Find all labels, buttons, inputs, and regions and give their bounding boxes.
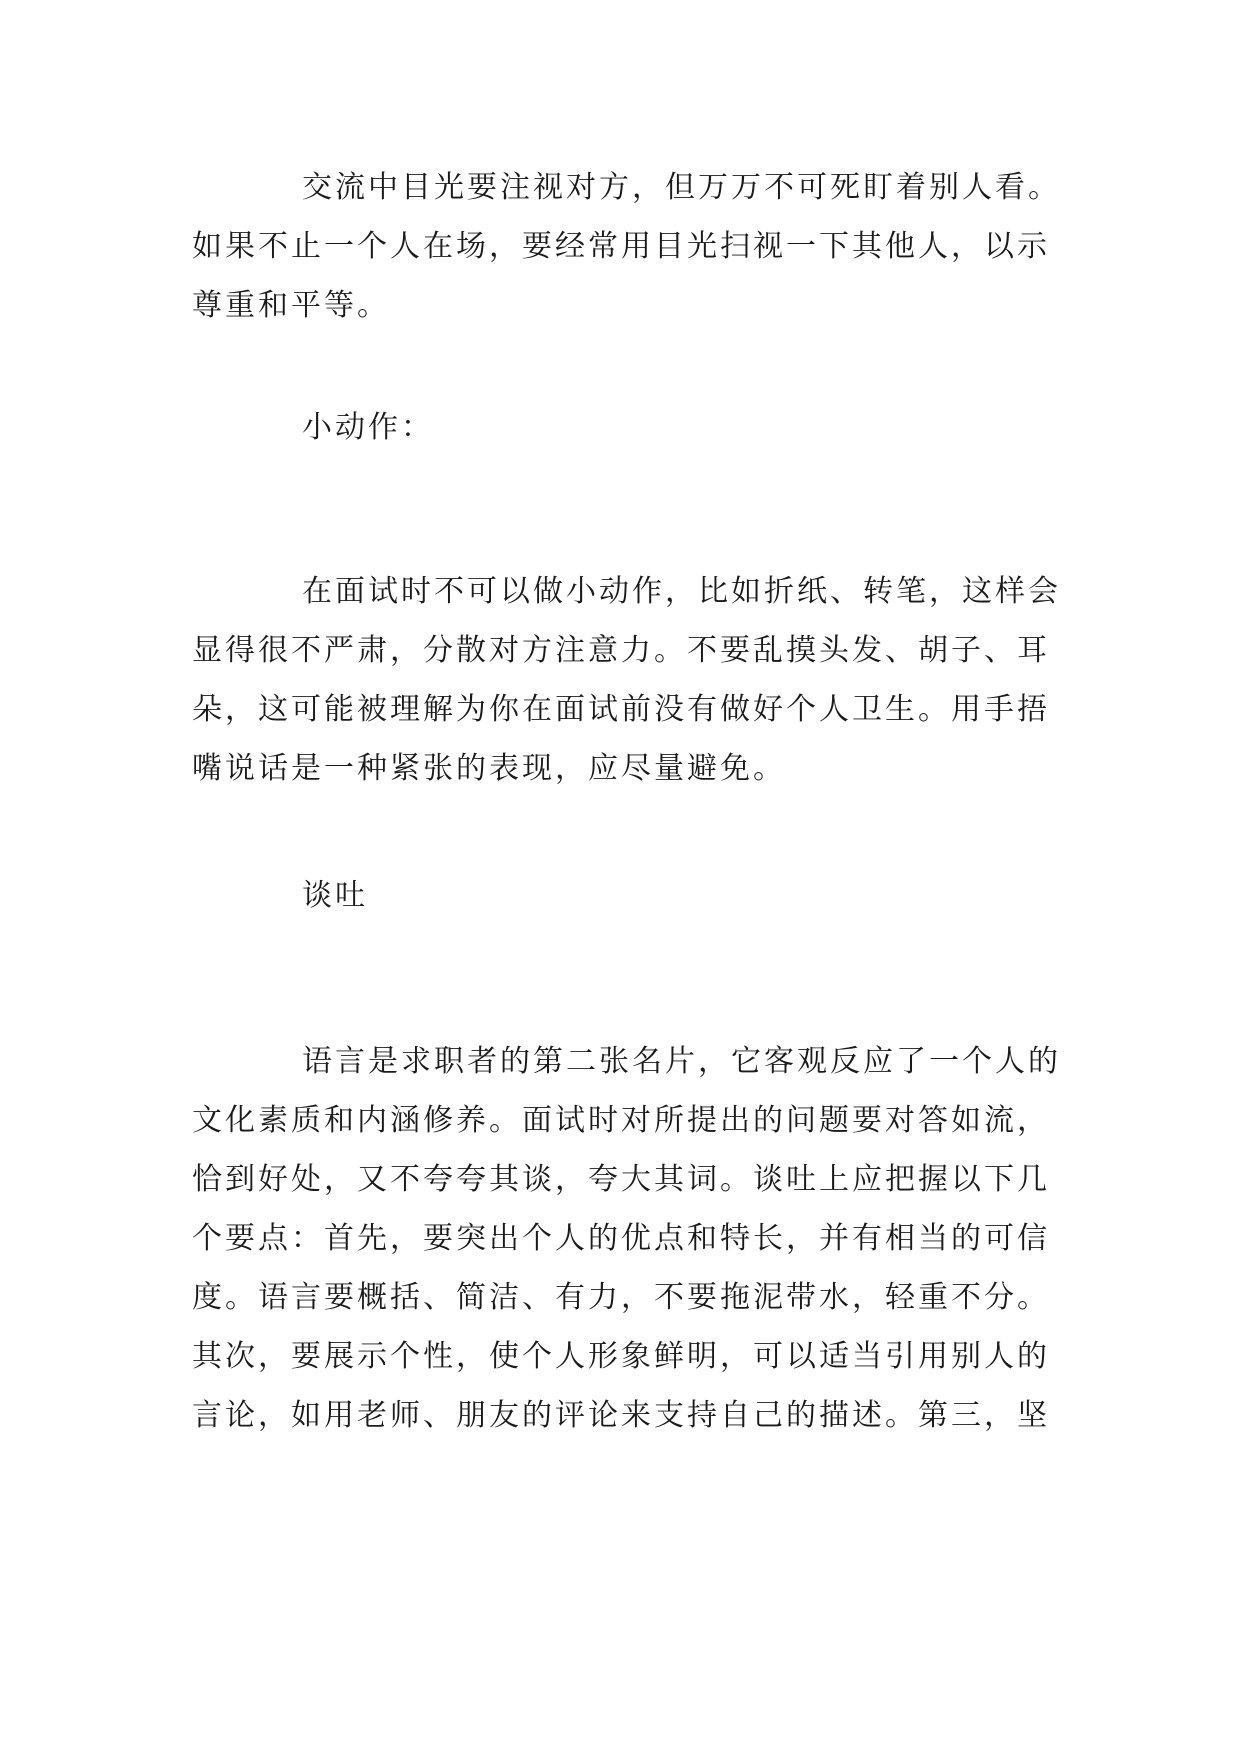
paragraph-line: 言论，如用老师、朋友的评论来支持自己的描述。第三，坚 [192, 1398, 1050, 1433]
paragraph-line: 在面试时不可以做小动作，比如折纸、转笔，这样会 [302, 574, 1061, 609]
paragraph-small-gestures [192, 562, 1061, 798]
paragraph-line: 恰到好处，又不夸夸其谈，夸大其词。谈吐上应把握以下几 [192, 1162, 1050, 1197]
paragraph-line: 尊重和平等。 [192, 288, 390, 323]
section-heading-small-gestures: 小动作： [302, 410, 434, 445]
paragraph-line: 其次，要展示个性，使个人形象鲜明，可以适当引用别人的 [192, 1339, 1050, 1374]
paragraph-line: 显得很不严肃，分散对方注意力。不要乱摸头发、胡子、耳 [192, 633, 1050, 668]
paragraph-line: 朵，这可能被理解为你在面试前没有做好个人卫生。用手捂 [192, 692, 1050, 727]
paragraph-line: 语言是求职者的第二张名片，它客观反应了一个人的 [302, 1044, 1061, 1079]
paragraph-line: 文化素质和内涵修养。面试时对所提出的问题要对答如流， [192, 1103, 1050, 1138]
paragraph-speech [192, 1032, 1061, 1445]
paragraph-line: 个要点：首先，要突出个人的优点和特长，并有相当的可信 [192, 1221, 1050, 1256]
paragraph-line: 度。语言要概括、简洁、有力，不要拖泥带水，轻重不分。 [192, 1280, 1050, 1315]
paragraph-eye-contact [192, 158, 1061, 335]
section-heading-speech: 谈吐 [302, 878, 368, 913]
paragraph-line: 嘴说话是一种紧张的表现，应尽量避免。 [192, 751, 786, 786]
paragraph-line: 如果不止一个人在场，要经常用目光扫视一下其他人，以示 [192, 229, 1050, 264]
paragraph-line: 交流中目光要注视对方，但万万不可死盯着别人看。 [302, 170, 1061, 205]
